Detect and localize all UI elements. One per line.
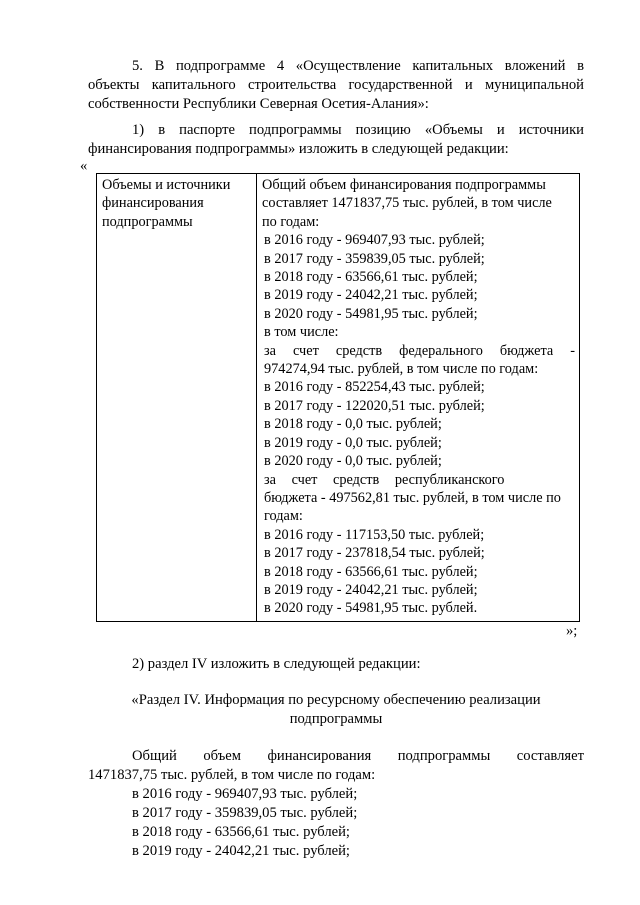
content-line: в 2019 году - 0,0 тыс. рублей;	[264, 434, 442, 451]
open-quote: «	[80, 158, 88, 174]
content-line: в 2020 году - 54981,95 тыс. рублей;	[264, 305, 478, 322]
body-year-line: в 2016 году - 969407,93 тыс. рублей;	[132, 786, 358, 802]
content-line: в том числе:	[264, 324, 339, 341]
content-line: годам:	[264, 508, 303, 525]
intro-line-2: объекты капитального строительства государственной и муниципальной	[88, 77, 584, 93]
content-line: в 2020 году - 54981,95 тыс. рублей.	[264, 600, 478, 617]
content-line: в 2016 году - 117153,50 тыс. рублей;	[264, 526, 485, 543]
content-line: Общий объем финансирования подпрограммы	[262, 177, 546, 193]
table-row	[97, 174, 580, 622]
intro-line-3: собственности Республики Северная Осетия-Алания»:	[88, 96, 429, 112]
label-line: подпрограммы	[102, 213, 193, 230]
content-line: в 2017 году - 359839,05 тыс. рублей;	[264, 250, 485, 267]
body-year-line: в 2019 году - 24042,21 тыс. рублей;	[132, 843, 350, 859]
label-line: финансирования	[102, 195, 204, 212]
content-line: в 2018 году - 0,0 тыс. рублей;	[264, 416, 442, 433]
content-line: в 2019 году - 24042,21 тыс. рублей;	[264, 287, 478, 304]
content-line: в 2020 году - 0,0 тыс. рублей;	[264, 453, 442, 470]
body-line-2: 1471837,75 тыс. рублей, в том числе по годам:	[88, 767, 376, 783]
item1-line-1: 1) в паспорте подпрограммы позицию «Объемы и источники	[132, 122, 584, 138]
item2-line-1: 2) раздел IV изложить в следующей редакции:	[132, 656, 421, 672]
close-quote: »;	[566, 623, 578, 639]
label-line: Объемы и источники	[102, 177, 231, 193]
content-line: в 2018 году - 63566,61 тыс. рублей;	[264, 563, 478, 580]
content-line: в 2017 году - 122020,51 тыс. рублей;	[264, 397, 485, 414]
content-line: составляет 1471837,75 тыс. рублей, в том числе	[262, 195, 552, 212]
content-line: в 2016 году - 852254,43 тыс. рублей;	[264, 379, 485, 396]
content-line: в 2016 году - 969407,93 тыс. рублей;	[264, 232, 485, 249]
content-cell	[257, 174, 580, 622]
label-cell	[97, 174, 257, 622]
body-year-line: в 2018 году - 63566,61 тыс. рублей;	[132, 824, 350, 840]
body-year-line: в 2017 году - 359839,05 тыс. рублей;	[132, 805, 358, 821]
section-title-line-1: «Раздел IV. Информация по ресурсному обеспечению реализации	[131, 692, 541, 708]
content-line: за счет средств федерального бюджета -	[264, 342, 575, 359]
item1-line-2: финансирования подпрограммы» изложить в следующей редакции:	[88, 141, 509, 157]
content-line: за счет средств республиканского	[264, 471, 505, 488]
content-line: в 2018 году - 63566,61 тыс. рублей;	[264, 269, 478, 286]
content-line: 974274,94 тыс. рублей, в том числе по годам:	[264, 361, 539, 378]
content-line: в 2019 году - 24042,21 тыс. рублей;	[264, 581, 478, 598]
content-line: бюджета - 497562,81 тыс. рублей, в том числе по	[264, 489, 561, 506]
passport-table	[96, 173, 580, 622]
content-line: в 2017 году - 237818,54 тыс. рублей;	[264, 545, 485, 562]
intro-line-1: 5. В подпрограмме 4 «Осуществление капитальных вложений в	[132, 58, 584, 74]
body-line-1: Общий объем финансирования подпрограммы составляет	[132, 748, 584, 764]
content-line: по годам:	[262, 213, 320, 230]
section-title-line-2: подпрограммы	[289, 711, 383, 727]
